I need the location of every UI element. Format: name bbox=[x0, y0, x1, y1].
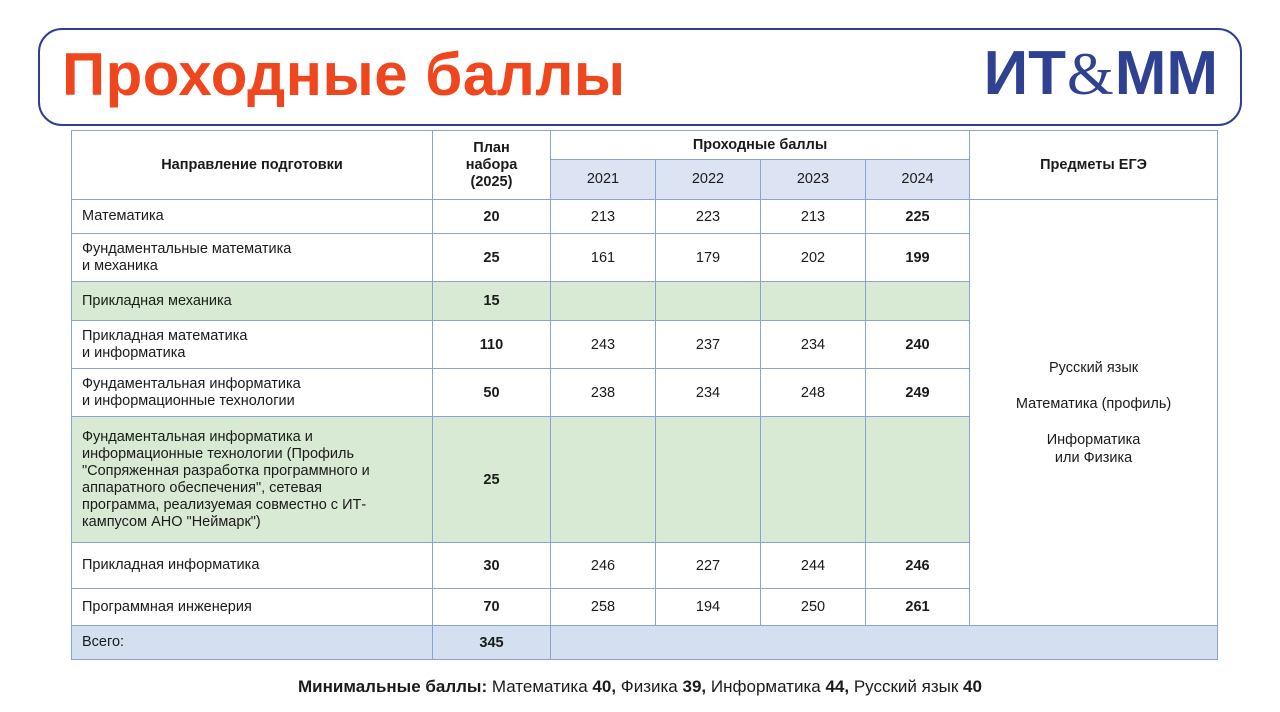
page-title: Проходные баллы bbox=[62, 41, 626, 108]
row-score-2021: 161 bbox=[551, 234, 656, 282]
minimum-scores-label: Минимальные баллы: bbox=[298, 677, 488, 696]
row-score-2022 bbox=[656, 417, 761, 543]
row-direction-line: аппаратного обеспечения", сетевая bbox=[82, 479, 322, 496]
row-score-2021 bbox=[551, 417, 656, 543]
row-direction-line: и информационные технологии bbox=[82, 392, 295, 409]
logo-part-mm: ММ bbox=[1114, 39, 1218, 108]
row-score-2023 bbox=[761, 282, 866, 321]
row-plan: 15 bbox=[433, 282, 551, 321]
row-score-2023: 250 bbox=[761, 589, 866, 626]
total-filler bbox=[551, 626, 1218, 660]
row-plan: 25 bbox=[433, 234, 551, 282]
row-score-2022: 179 bbox=[656, 234, 761, 282]
row-score-2023: 202 bbox=[761, 234, 866, 282]
row-score-2021: 258 bbox=[551, 589, 656, 626]
row-score-2023: 213 bbox=[761, 200, 866, 234]
min-subject: Физика bbox=[620, 677, 678, 696]
row-score-2022: 227 bbox=[656, 543, 761, 589]
subject-cs: Информатика bbox=[1046, 431, 1141, 448]
logo-ampersand: & bbox=[1067, 41, 1114, 107]
row-plan: 20 bbox=[433, 200, 551, 234]
row-direction: Программная инженерия bbox=[72, 589, 433, 626]
header-plan-line3: (2025) bbox=[470, 173, 513, 190]
min-subject: Математика bbox=[491, 677, 588, 696]
row-score-2021 bbox=[551, 282, 656, 321]
row-score-2022: 237 bbox=[656, 321, 761, 369]
row-direction: Математика bbox=[72, 200, 433, 234]
row-score-2024 bbox=[866, 282, 970, 321]
row-score-2024: 246 bbox=[866, 543, 970, 589]
row-plan: 50 bbox=[433, 369, 551, 417]
row-direction-line: и информатика bbox=[82, 344, 186, 361]
minimum-scores-note bbox=[0, 677, 1280, 697]
subjects-cell bbox=[970, 200, 1218, 626]
row-score-2024: 240 bbox=[866, 321, 970, 369]
min-score: 44 bbox=[825, 677, 845, 696]
row-score-2022: 234 bbox=[656, 369, 761, 417]
row-score-2022: 223 bbox=[656, 200, 761, 234]
row-score-2021: 213 bbox=[551, 200, 656, 234]
min-score: 39 bbox=[682, 677, 702, 696]
row-score-2023: 248 bbox=[761, 369, 866, 417]
header-scores: Проходные баллы bbox=[551, 131, 970, 160]
row-score-2024: 199 bbox=[866, 234, 970, 282]
header-year-2024: 2024 bbox=[866, 160, 970, 200]
row-direction: Прикладная информатика bbox=[72, 543, 433, 589]
row-direction bbox=[72, 369, 433, 417]
header-direction: Направление подготовки bbox=[72, 131, 433, 200]
row-plan: 70 bbox=[433, 589, 551, 626]
subject-physics: или Физика bbox=[1054, 449, 1133, 466]
min-sep: , bbox=[701, 677, 707, 696]
total-row bbox=[72, 626, 1218, 660]
min-sep: , bbox=[844, 677, 850, 696]
row-plan: 30 bbox=[433, 543, 551, 589]
table-row bbox=[72, 200, 1218, 234]
total-plan: 345 bbox=[433, 626, 551, 660]
row-score-2023 bbox=[761, 417, 866, 543]
scores-table bbox=[71, 130, 1218, 660]
total-label: Всего: bbox=[72, 626, 433, 660]
header-plan-line2: набора bbox=[465, 156, 518, 173]
header-year-2021: 2021 bbox=[551, 160, 656, 200]
row-direction bbox=[72, 417, 433, 543]
row-direction bbox=[72, 321, 433, 369]
row-score-2023: 234 bbox=[761, 321, 866, 369]
row-score-2021: 238 bbox=[551, 369, 656, 417]
header-plan bbox=[433, 131, 551, 200]
row-score-2024: 261 bbox=[866, 589, 970, 626]
row-direction-line: Фундаментальные математика bbox=[82, 240, 292, 257]
row-direction: Прикладная механика bbox=[72, 282, 433, 321]
row-plan: 110 bbox=[433, 321, 551, 369]
min-score: 40 bbox=[592, 677, 612, 696]
min-subject: Информатика bbox=[710, 677, 821, 696]
brand-logo bbox=[984, 38, 1218, 110]
row-direction-line: информационные технологии (Профиль bbox=[82, 445, 355, 462]
subject-math: Математика (профиль) bbox=[1015, 395, 1172, 412]
row-score-2021: 243 bbox=[551, 321, 656, 369]
row-score-2023: 244 bbox=[761, 543, 866, 589]
row-plan: 25 bbox=[433, 417, 551, 543]
row-direction-line: "Сопряженная разработка программного и bbox=[82, 462, 370, 479]
min-subject: Русский язык bbox=[853, 677, 959, 696]
header-subjects: Предметы ЕГЭ bbox=[970, 131, 1218, 200]
row-score-2022 bbox=[656, 282, 761, 321]
subject-russian: Русский язык bbox=[1048, 359, 1139, 376]
header-year-2022: 2022 bbox=[656, 160, 761, 200]
row-direction bbox=[72, 234, 433, 282]
header-plan-line1: План bbox=[473, 139, 510, 156]
header-year-2023: 2023 bbox=[761, 160, 866, 200]
row-direction-line: Фундаментальная информатика bbox=[82, 375, 301, 392]
subject-cs-or-physics bbox=[970, 431, 1217, 467]
row-direction-line: Прикладная математика bbox=[82, 327, 248, 344]
row-score-2024: 249 bbox=[866, 369, 970, 417]
row-direction-line: кампусом АНО "Неймарк") bbox=[82, 513, 261, 530]
min-score: 40 bbox=[963, 677, 982, 696]
row-score-2024 bbox=[866, 417, 970, 543]
min-sep: , bbox=[611, 677, 617, 696]
row-direction-line: Фундаментальная информатика и bbox=[82, 428, 313, 445]
logo-part-it: ИТ bbox=[983, 39, 1067, 108]
row-score-2022: 194 bbox=[656, 589, 761, 626]
row-direction-line: и механика bbox=[82, 257, 158, 274]
row-score-2021: 246 bbox=[551, 543, 656, 589]
row-score-2024: 225 bbox=[866, 200, 970, 234]
row-direction-line: программа, реализуемая совместно с ИТ- bbox=[82, 496, 367, 513]
